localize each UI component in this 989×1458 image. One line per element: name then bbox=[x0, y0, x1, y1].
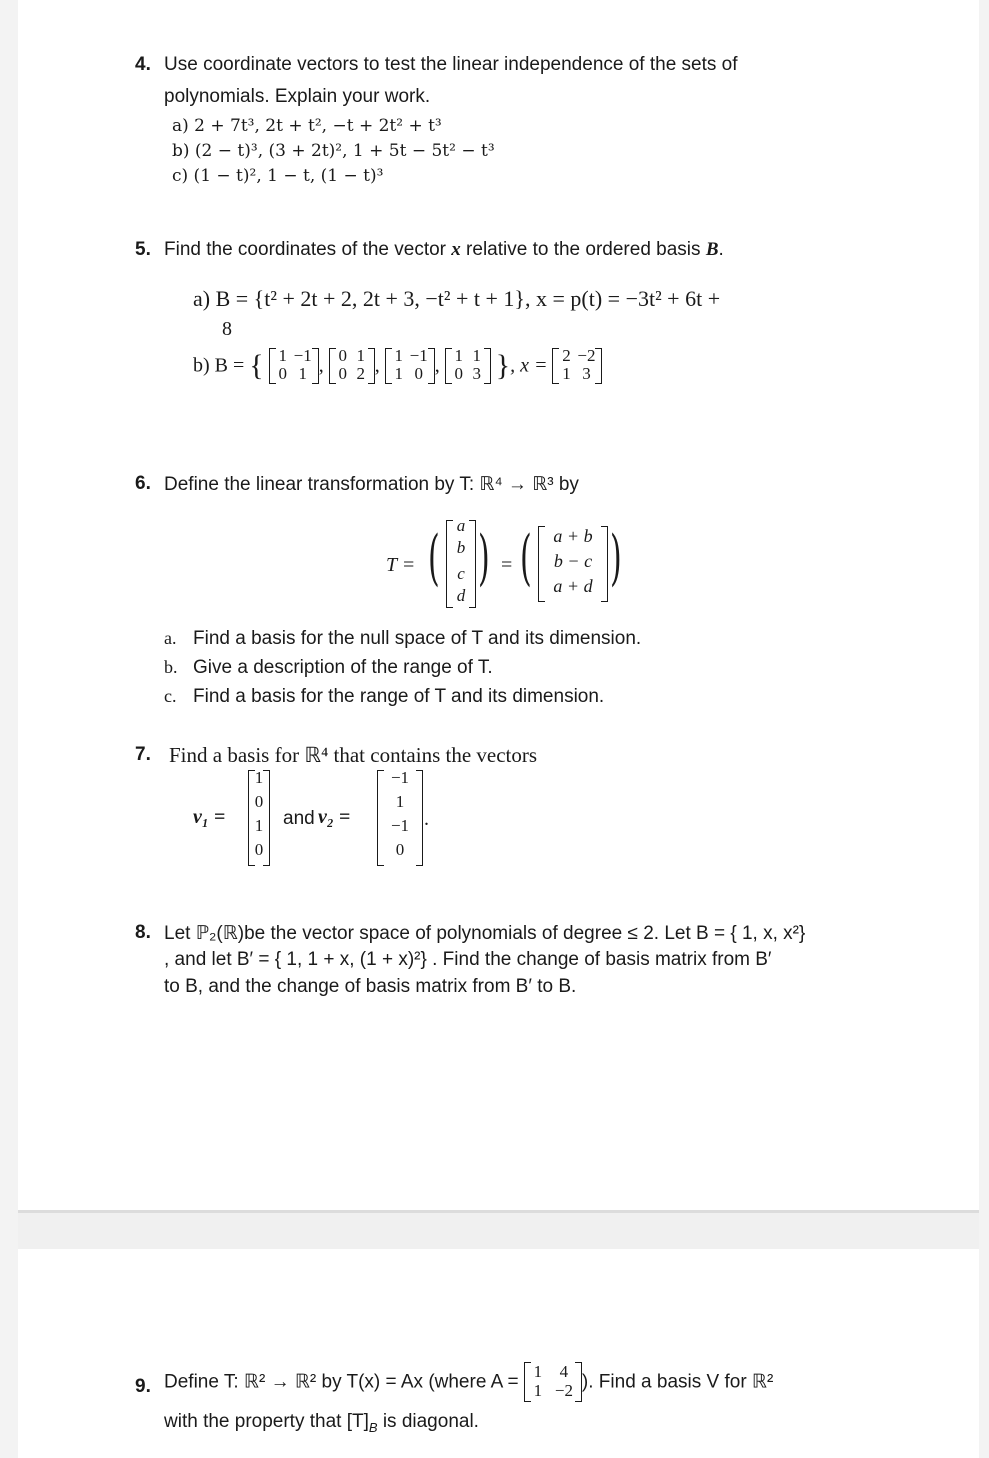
q6-item-b-text: Give a description of the range of T. bbox=[193, 657, 493, 678]
cell: a bbox=[456, 516, 466, 535]
left-margin bbox=[0, 0, 18, 1458]
q7-v1-label: v₁ = bbox=[193, 806, 226, 828]
q5-basis-matrix-2 bbox=[329, 348, 375, 384]
q4-item-a: a) 2 + 7t³, 2t + t², −t + 2t² + t³ bbox=[172, 116, 442, 136]
cell: 0 bbox=[414, 364, 423, 383]
q7-v2-label: v₂ = bbox=[318, 806, 351, 828]
cell: 0 bbox=[338, 346, 347, 365]
q6-equals: = bbox=[501, 554, 513, 576]
cell: −2 bbox=[577, 346, 596, 365]
q5-brace-open: { bbox=[249, 349, 264, 382]
cell: 1 bbox=[356, 346, 365, 365]
cell: 0 bbox=[338, 364, 347, 383]
q4-number: 4. bbox=[135, 54, 151, 75]
q9-text-post: ). Find a basis V for ℝ² bbox=[581, 1371, 774, 1393]
q6-input-vector bbox=[446, 516, 476, 608]
q8-line1: Let ℙ₂(ℝ)be the vector space of polynomials of degree ≤ 2. Let B = { 1, x, x²} bbox=[164, 923, 806, 944]
q6-item-c-label: c. bbox=[164, 686, 177, 706]
q5-text-pre: Find the coordinates of the vector bbox=[164, 239, 452, 260]
q8-line2: , and let B′ = { 1, 1 + x, (1 + x)²} . Find the change of basis matrix from B′ bbox=[164, 949, 772, 970]
q5-b-row: b) B = { 1 −1 0 1 , 0 1 0 2 , 1 −1 1 0 , 1 1 0 3 }, x = 2 −2 1 3 bbox=[193, 348, 602, 384]
q6-item-b-label: b. bbox=[164, 657, 178, 677]
q9-line1 bbox=[164, 1362, 773, 1402]
cell: 1 bbox=[278, 346, 287, 365]
cell: 1 bbox=[533, 1381, 543, 1400]
q5-basis-matrix-4 bbox=[445, 348, 491, 384]
q5-basis-matrix-3 bbox=[385, 348, 435, 384]
q7-number: 7. bbox=[135, 744, 151, 765]
cell: 0 bbox=[254, 840, 264, 859]
cell: d bbox=[456, 586, 466, 605]
cell: 1 bbox=[562, 364, 571, 383]
q4-text-line2: polynomials. Explain your work. bbox=[164, 86, 431, 107]
q6-paren-close-2: ) bbox=[610, 523, 622, 593]
q6-T-eq: T = bbox=[386, 554, 416, 576]
q9-line2 bbox=[164, 1411, 479, 1435]
q5-text-end: . bbox=[718, 239, 724, 260]
q4-item-c: c) (1 − t)², 1 − t, (1 − t)³ bbox=[172, 166, 384, 186]
cell: 3 bbox=[582, 364, 591, 383]
q5-x-matrix bbox=[552, 348, 602, 384]
cell: 0 bbox=[395, 840, 405, 859]
q5-text bbox=[164, 239, 724, 261]
cell: a + d bbox=[553, 576, 593, 596]
q7-text: Find a basis for ℝ⁴ that contains the vectors bbox=[169, 743, 538, 767]
cell: −1 bbox=[409, 346, 428, 365]
cell: 1 bbox=[454, 346, 463, 365]
q5-a-line2: 8 bbox=[222, 318, 232, 340]
q7-period: . bbox=[424, 808, 429, 830]
right-margin bbox=[979, 0, 989, 1458]
cell: 0 bbox=[278, 364, 287, 383]
cell: 4 bbox=[559, 1362, 569, 1381]
q6-text: Define the linear transformation by T: ℝ⁴ → ℝ³ by bbox=[164, 474, 579, 495]
q5-b-label: b) B = bbox=[193, 354, 245, 377]
q7-and: and bbox=[283, 808, 315, 829]
cell: −1 bbox=[390, 816, 410, 835]
q9-text-pre: Define T: ℝ² → ℝ² by T(x) = Ax (where A = bbox=[164, 1371, 519, 1393]
cell: 0 bbox=[254, 792, 264, 811]
q9-number: 9. bbox=[135, 1376, 151, 1397]
cell: 3 bbox=[472, 364, 481, 383]
q9-subscript: B bbox=[368, 1419, 378, 1435]
q4-text-line1: Use coordinate vectors to test the linear independence of the sets of bbox=[164, 54, 738, 75]
q5-a-line1: a) B = {t² + 2t + 2, 2t + 3, −t² + t + 1}, x = p(t) = −3t² + 6t + bbox=[193, 286, 721, 311]
cell: 1 bbox=[254, 816, 264, 835]
q6-item-c-text: Find a basis for the range of T and its dimension. bbox=[193, 686, 605, 707]
cell: 1 bbox=[533, 1362, 543, 1381]
q4-item-b: b) (2 − t)³, (3 + 2t)², 1 + 5t − 5t² − t³ bbox=[172, 141, 495, 161]
q6-output-vector bbox=[538, 526, 608, 602]
q7-v1-vector bbox=[248, 770, 270, 866]
cell: a + b bbox=[553, 526, 593, 546]
cell: 2 bbox=[356, 364, 365, 383]
q5-basis-matrix-1 bbox=[269, 348, 319, 384]
cell: −2 bbox=[554, 1381, 573, 1400]
cell: 1 bbox=[254, 768, 264, 787]
cell: 1 bbox=[472, 346, 481, 365]
page-break bbox=[18, 1210, 979, 1249]
cell: b − c bbox=[553, 551, 593, 571]
q6-paren-open-1: ( bbox=[428, 523, 440, 593]
q6-item-a-text: Find a basis for the null space of T and its dimension. bbox=[193, 628, 642, 649]
cell: 2 bbox=[562, 346, 571, 365]
q6-paren-close-1: ) bbox=[478, 523, 490, 593]
q5-number: 5. bbox=[135, 239, 151, 260]
cell: −1 bbox=[293, 346, 312, 365]
q6-paren-open-2: ( bbox=[520, 523, 532, 593]
q6-item-a-label: a. bbox=[164, 628, 177, 648]
cell: 1 bbox=[395, 792, 405, 811]
q5-brace-close: } bbox=[495, 349, 511, 382]
cell: 1 bbox=[298, 364, 307, 383]
q7-v2-vector bbox=[377, 770, 423, 866]
cell: 0 bbox=[454, 364, 463, 383]
q8-line3: to B, and the change of basis matrix from B′ to B. bbox=[164, 976, 577, 997]
q9-line2-text: with the property that [T] bbox=[164, 1411, 369, 1432]
q5-text-mid: relative to the ordered basis bbox=[460, 239, 706, 260]
cell: 1 bbox=[394, 346, 403, 365]
cell: −1 bbox=[390, 768, 410, 787]
cell: c bbox=[457, 564, 465, 583]
q6-number: 6. bbox=[135, 473, 151, 494]
q8-number: 8. bbox=[135, 922, 151, 943]
cell: 1 bbox=[394, 364, 403, 383]
q9-matrix-A bbox=[524, 1362, 582, 1402]
q5-x: x bbox=[451, 239, 461, 260]
q9-line2-end: is diagonal. bbox=[377, 1411, 479, 1432]
cell: b bbox=[456, 538, 466, 557]
q5-b-x: , x = bbox=[510, 354, 548, 377]
q5-B: B bbox=[705, 239, 719, 260]
